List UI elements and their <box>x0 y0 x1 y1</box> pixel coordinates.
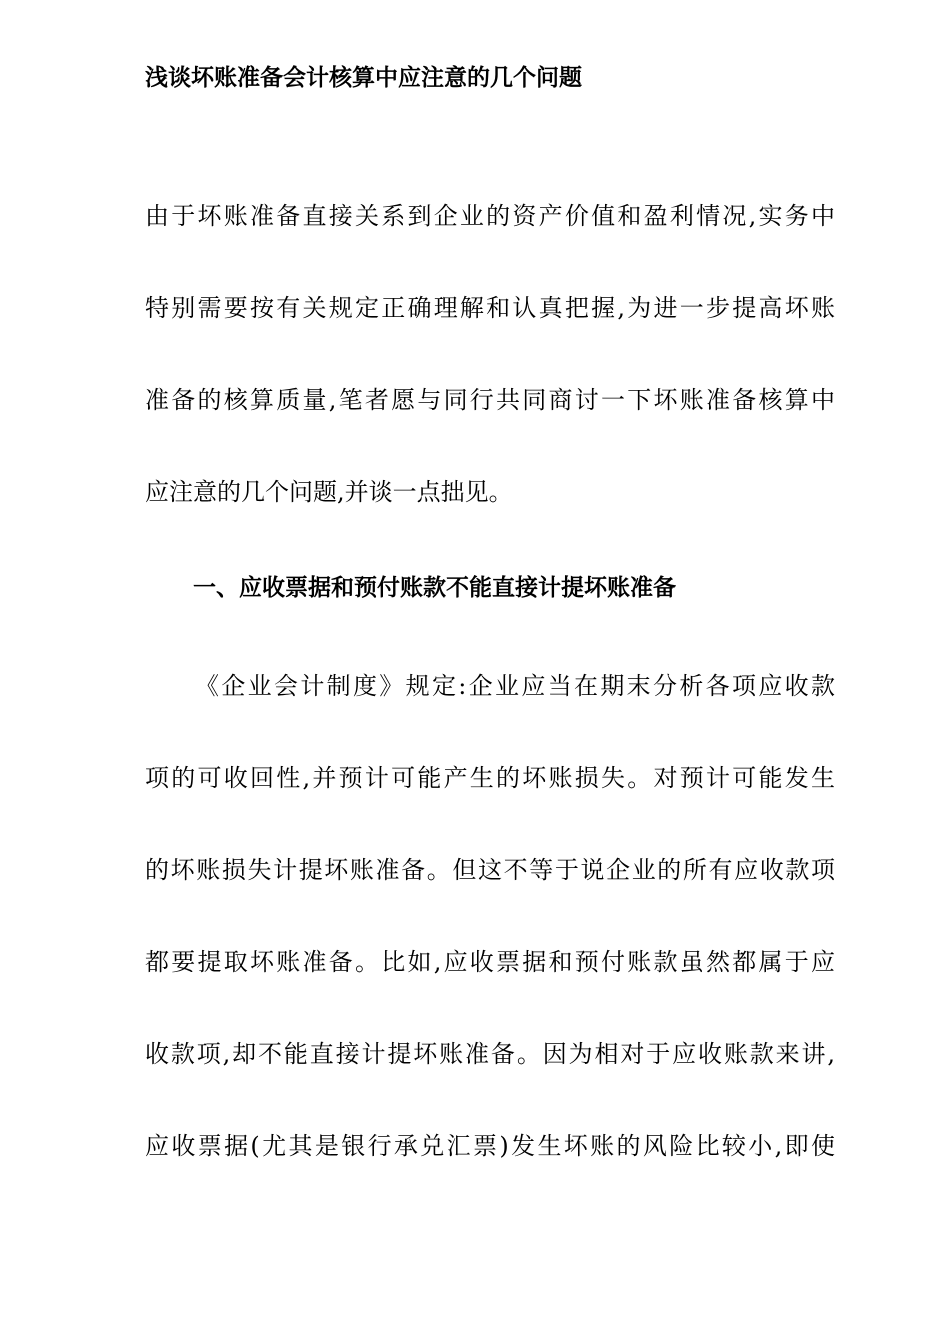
intro-line-3: 准备的核算质量,笔者愿与同行共同商讨一下坏账准备核算中 <box>145 386 835 414</box>
section1-line-5: 收款项,却不能直接计提坏账准备。因为相对于应收账款来讲, <box>145 1040 835 1068</box>
section1-line-4: 都要提取坏账准备。比如,应收票据和预付账款虽然都属于应 <box>145 948 835 976</box>
section1-line-6: 应收票据(尤其是银行承兑汇票)发生坏账的风险比较小,即使 <box>145 1132 835 1160</box>
section1-line-3: 的坏账损失计提坏账准备。但这不等于说企业的所有应收款项 <box>145 856 835 884</box>
section-heading-1: 一、应收票据和预付账款不能直接计提坏账准备 <box>193 574 676 601</box>
section1-line-2: 项的可收回性,并预计可能产生的坏账损失。对预计可能发生 <box>145 764 835 792</box>
document-title: 浅谈坏账准备会计核算中应注意的几个问题 <box>145 64 582 91</box>
section1-line-1: 《企业会计制度》规定:企业应当在期末分析各项应收款 <box>195 672 835 700</box>
intro-line-4: 应注意的几个问题,并谈一点拙见。 <box>145 478 513 506</box>
intro-line-1: 由于坏账准备直接关系到企业的资产价值和盈利情况,实务中 <box>145 202 835 230</box>
intro-line-2: 特别需要按有关规定正确理解和认真把握,为进一步提高坏账 <box>145 294 835 322</box>
